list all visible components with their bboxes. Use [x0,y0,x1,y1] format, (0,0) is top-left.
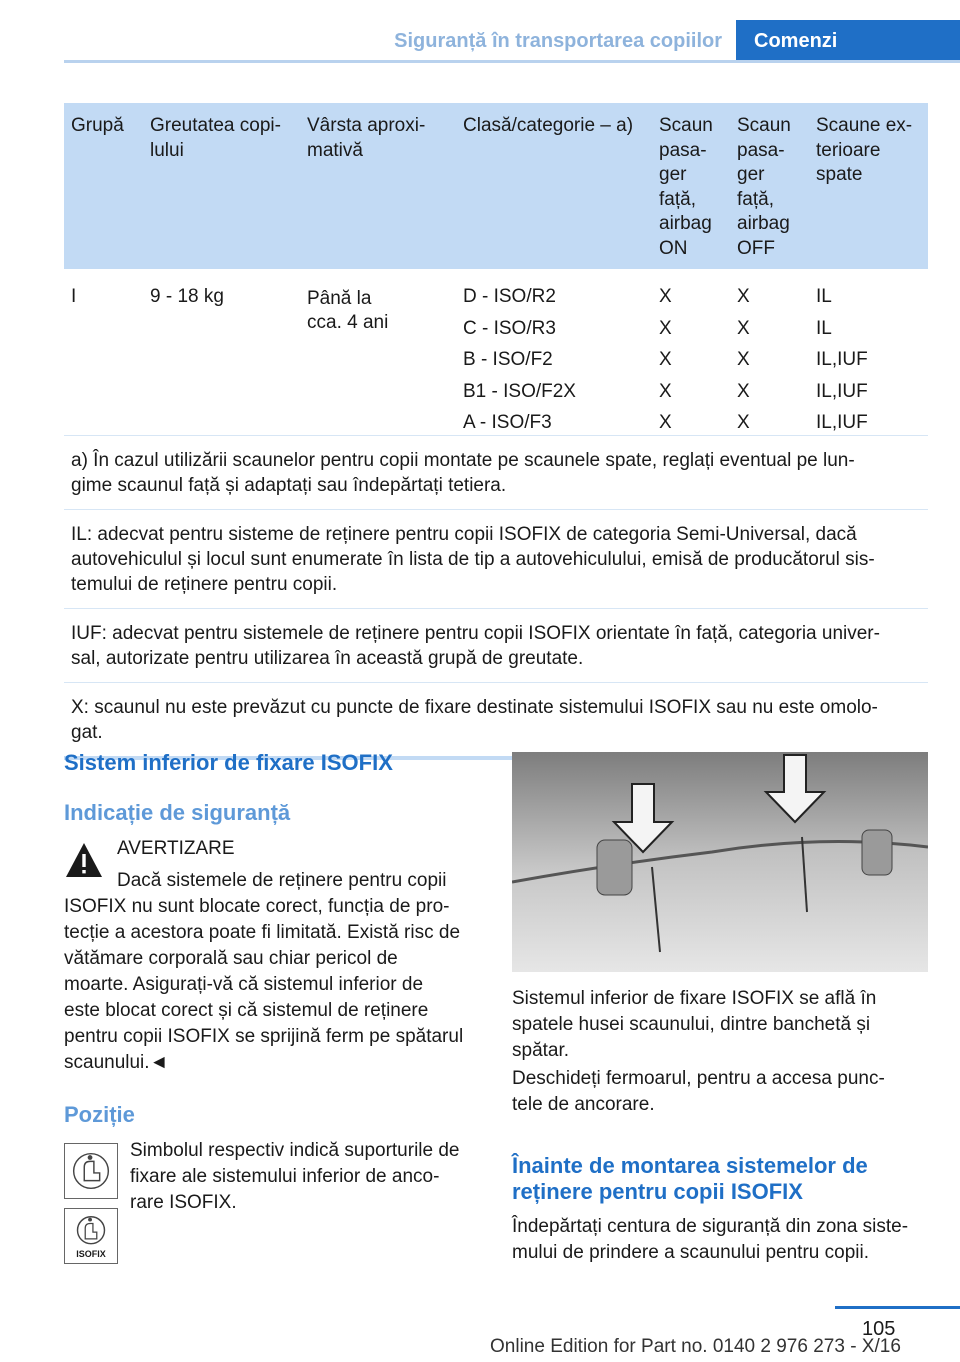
class-item: C - ISO/R3 [463,317,556,339]
airbag-on-item: X [659,317,672,339]
airbag-off-item: X [737,317,750,339]
airbag-on-item: X [659,412,672,433]
page-number: 105 [862,1318,896,1340]
footer-rule [835,1306,960,1309]
footer-edition: Online Edition for Part no. 0140 2 976 273 - X/16 [490,1336,901,1357]
cell-classes [463,281,576,439]
isofix-seat-photo [512,752,928,972]
isofix-table [64,103,928,760]
cell-airbag-on [659,281,672,439]
class-item: D - ISO/R2 [463,286,556,307]
cell-rear [816,281,868,439]
col-rear: Scaune ex- terioare spate [816,115,913,185]
page-header [0,0,960,62]
table-note: IL: adecvat pentru sisteme de reținere pentru copii ISOFIX de categoria Semi-Universal, dacă autovehiculul și locul sunt enumerate în lista de tip a autovehiculului, emisă de producătorul sis- temului de reținere pentru copii. [64,510,928,609]
airbag-on-item: X [659,349,672,370]
section-title: Siguranță în transportarea copiilor [394,30,722,52]
warning-text: ISOFIX nu sunt blocate corect, funcția de pro- tecție a acestora poate fi limitată. Există risc de vătămare corporală sau chiar pericol de moarte. Asigurați-vă că sistemul inferior de este blocat corect și că sistemul de reținere pentru copii ISOFIX se sprijină ferm pe spătarul scaunului.◄ [64,896,464,1073]
cell-weight: 9 - 18 kg [150,286,224,307]
class-item: B - ISO/F2 [463,349,553,370]
col-group: Grupă [71,115,124,136]
section-heading: Sistem inferior de fixare ISOFIX [64,750,393,775]
rear-item: IL [816,317,832,339]
cell-airbag-off [737,281,750,439]
airbag-on-item: X [659,286,672,307]
airbag-on-item: X [659,380,672,402]
cell-age: Până la cca. 4 ani [307,288,389,333]
airbag-off-item: X [737,286,750,307]
warning-first-line: Dacă sistemele de reținere pentru copii [117,870,447,891]
header-rule [64,60,960,63]
safety-heading: Indicație de siguranță [64,800,291,825]
col-age: Vârsta aproxi- mativă [307,115,426,161]
right-para-1: Sistemul inferior de fixare ISOFIX se află în spatele husei scaunului, dintre banchetă și spătar. [512,988,877,1061]
right-para-3: Îndepărtați centura de siguranță din zona siste- mului de prindere a scaunului pentru copii. [512,1216,909,1263]
airbag-off-item: X [737,349,750,370]
rear-item: IL,IUF [816,349,868,370]
table-header [64,103,928,269]
rear-item: IL,IUF [816,412,868,433]
preinstall-heading: Înainte de montarea sistemelor de reținere pentru copii ISOFIX [512,1153,868,1204]
chapter-tab[interactable]: Comenzi [736,20,960,63]
col-class: Clasă/categorie – a) [463,115,634,136]
rear-item: IL [816,286,832,307]
isofix-icon-label: ISOFIX [76,1249,106,1259]
class-item: B1 - ISO/F2X [463,380,576,402]
warning-icon [64,840,104,880]
rear-item: IL,IUF [816,380,868,402]
airbag-off-item: X [737,380,750,402]
position-heading: Poziție [64,1102,135,1127]
right-para-2: Deschideți fermoarul, pentru a accesa punc- tele de ancorare. [512,1068,885,1115]
child-seat-anchor-icon [64,1143,118,1199]
table-note: a) În cazul utilizării scaunelor pentru copii montate pe scaunele spate, reglați eventual pe lun- gime scaunul față și adaptați sau îndepărtați tetiera. [64,436,928,510]
table-note: IUF: adecvat pentru sistemele de reținere pentru copii ISOFIX orientate în față, categoria univer- sal, autorizate pentru utilizarea în această grupă de greutate. [64,609,928,683]
warning-title: AVERTIZARE [117,838,235,859]
col-airbag-on: Scaun pasa- ger față, airbag ON [659,115,713,259]
col-airbag-off: Scaun pasa- ger față, airbag OFF [737,115,791,259]
table-row [64,269,928,436]
airbag-off-item: X [737,412,750,433]
col-weight: Greutatea copi- lului [150,115,281,161]
position-text: Simbolul respectiv indică suporturile de fixare ale sistemului inferior de anco- rare ISOFIX. [130,1140,460,1213]
class-item: A - ISO/F3 [463,412,552,433]
table-note: X: scaunul nu este prevăzut cu puncte de fixare destinate sistemului ISOFIX sau nu este omolo- gat. [71,697,878,743]
cell-group: I [71,286,77,307]
isofix-icon [64,1208,118,1264]
